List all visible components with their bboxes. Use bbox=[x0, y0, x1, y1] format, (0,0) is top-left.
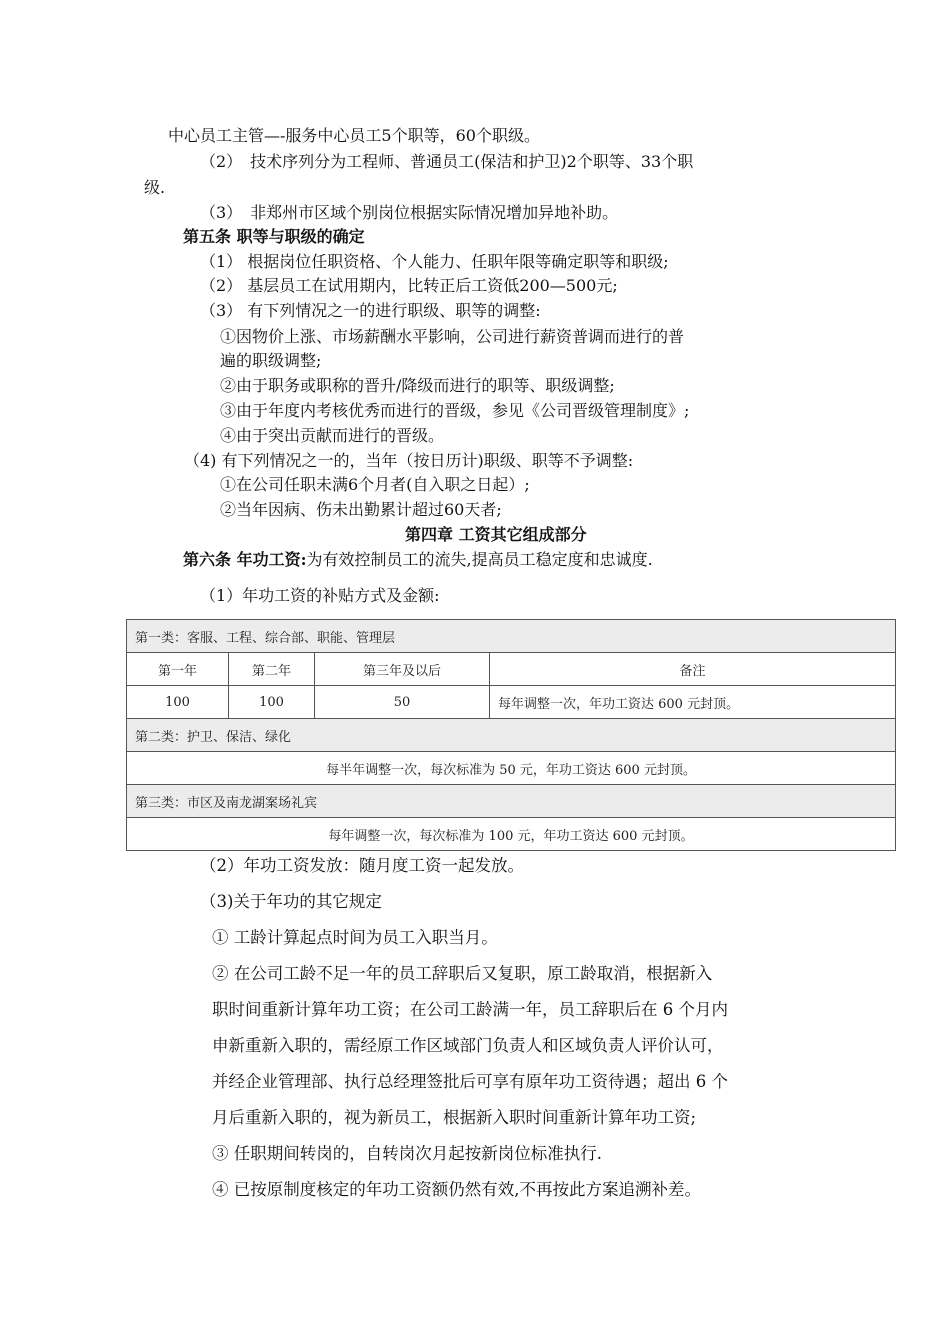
category-2-label: 第二类：护卫、保洁、绿化 bbox=[127, 719, 896, 752]
category-2-note: 每半年调整一次，每次标准为 50 元，年功工资达 600 元封顶。 bbox=[127, 752, 896, 785]
table-cell: 50 bbox=[315, 686, 490, 719]
table-cell: 100 bbox=[127, 686, 229, 719]
article-6-heading: 第六条 年功工资: bbox=[183, 550, 307, 569]
table-cell: 100 bbox=[229, 686, 315, 719]
rule-line: ① 工龄计算起点时间为员工入职当月。 bbox=[212, 928, 498, 947]
rule-line: ③ 任职期间转岗的，自转岗次月起按新岗位标准执行. bbox=[212, 1144, 602, 1163]
table-cell: 每年调整一次，年功工资达 600 元封顶。 bbox=[490, 686, 896, 719]
chapter-4-heading: 第四章 工资其它组成部分 bbox=[405, 525, 587, 544]
rule-line: ④ 已按原制度核定的年功工资额仍然有效,不再按此方案追溯补差。 bbox=[212, 1180, 701, 1199]
seniority-pay-table bbox=[126, 619, 896, 851]
table-row bbox=[127, 620, 896, 653]
list-item: （3） 有下列情况之一的进行职级、职等的调整: bbox=[200, 301, 541, 320]
list-item: ③由于年度内考核优秀而进行的晋级，参见《公司晋级管理制度》; bbox=[220, 401, 690, 420]
subsection-2: （2）年功工资发放：随月度工资一起发放。 bbox=[200, 856, 524, 875]
list-item: ①因物价上涨、市场薪酬水平影响，公司进行薪资普调而进行的普 bbox=[220, 327, 685, 346]
table-header: 第二年 bbox=[229, 653, 315, 686]
list-item: ②当年因病、伤未出勤累计超过60天者; bbox=[220, 500, 502, 519]
list-item: ①在公司任职未满6个月者(自入职之日起）; bbox=[220, 475, 530, 494]
list-item: （4) 有下列情况之一的，当年（按日历计)职级、职等不予调整: bbox=[184, 451, 634, 470]
text-line: 中心员工主管—-服务中心员工5个职等，60个职级。 bbox=[168, 126, 540, 145]
table-row bbox=[127, 752, 896, 785]
list-item: ②由于职务或职称的晋升/降级而进行的职等、职级调整; bbox=[220, 376, 615, 395]
list-item: （2） 基层员工在试用期内，比转正后工资低200—500元; bbox=[200, 276, 618, 295]
article-6-intro: 为有效控制员工的流失,提高员工稳定度和忠诚度. bbox=[306, 550, 653, 569]
list-item: （1） 根据岗位任职资格、个人能力、任职年限等确定职等和职级; bbox=[200, 252, 669, 271]
rule-line: 月后重新入职的，视为新员工，根据新入职时间重新计算年功工资; bbox=[212, 1108, 697, 1127]
table-row bbox=[127, 785, 896, 818]
subsection-1: （1）年功工资的补贴方式及金额: bbox=[200, 586, 440, 605]
rule-line: 申新重新入职的，需经原工作区域部门负责人和区域负责人评价认可， bbox=[212, 1036, 724, 1055]
table-row bbox=[127, 653, 896, 686]
text-line: （2） 技术序列分为工程师、普通员工(保洁和护卫)2个职等、33个职 bbox=[200, 152, 694, 171]
text-line: 级. bbox=[144, 178, 166, 197]
subsection-3: （3)关于年功的其它规定 bbox=[200, 892, 382, 911]
table-header: 第三年及以后 bbox=[315, 653, 490, 686]
category-3-label: 第三类：市区及南龙湖案场礼宾 bbox=[127, 785, 896, 818]
text-line: （3） 非郑州市区域个别岗位根据实际情况增加异地补助。 bbox=[200, 203, 619, 222]
category-1-label: 第一类：客服、工程、综合部、职能、管理层 bbox=[127, 620, 896, 653]
rule-line: ② 在公司工龄不足一年的员工辞职后又复职，原工龄取消，根据新入 bbox=[212, 964, 713, 983]
table-header: 备注 bbox=[490, 653, 896, 686]
rule-line: 职时间重新计算年功工资；在公司工龄满一年，员工辞职后在 6 个月内 bbox=[212, 1000, 728, 1019]
table-row bbox=[127, 818, 896, 851]
table-header: 第一年 bbox=[127, 653, 229, 686]
rule-line: 并经企业管理部、执行总经理签批后可享有原年功工资待遇；超出 6 个 bbox=[212, 1072, 728, 1091]
table-row bbox=[127, 719, 896, 752]
list-item: 遍的职级调整; bbox=[220, 351, 322, 370]
article-6-line bbox=[183, 549, 653, 571]
category-3-note: 每年调整一次，每次标准为 100 元，年功工资达 600 元封顶。 bbox=[127, 818, 896, 851]
table-row bbox=[127, 686, 896, 719]
article-5-heading: 第五条 职等与职级的确定 bbox=[183, 227, 365, 246]
list-item: ④由于突出贡献而进行的晋级。 bbox=[220, 426, 445, 445]
